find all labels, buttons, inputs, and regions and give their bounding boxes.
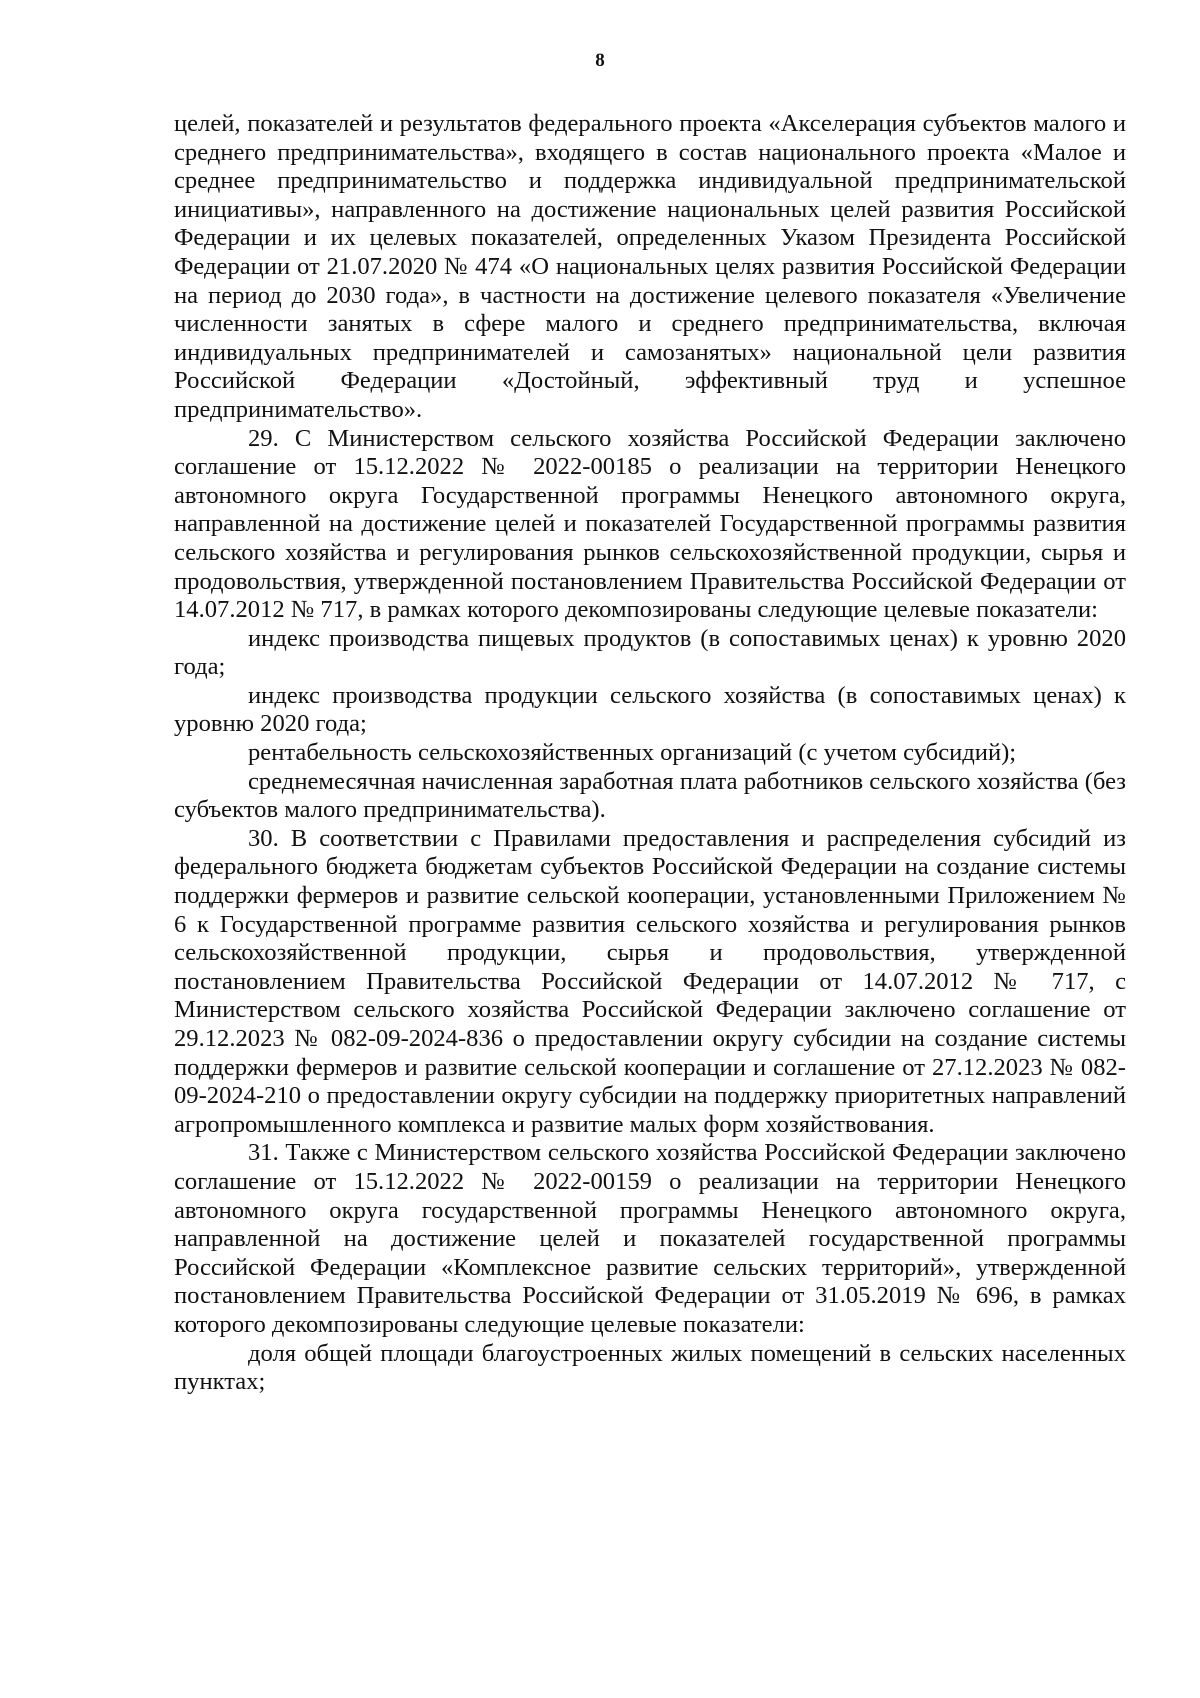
paragraph-item-31: 31. Также с Министерством сельского хозяйства Российской Федерации заключено соглашение от 15.12.2022 № 2022-00159 о реализации на территории Ненецкого автономного округа государственной программы Ненецкого автономного округа, направленной на достижение целей и показателей государственной программы Российской Федерации «Комплексное развитие сельских территорий», утвержденной постановлением Правительства Российской Федерации от 31.05.2019 № 696, в рамках которого декомпозированы следующие целевые показатели:: [174, 1139, 1126, 1338]
paragraph-continuation: целей, показателей и результатов федерального проекта «Акселерация субъектов малого и среднего предпринимательства», входящего в состав национального проекта «Малое и среднее предпринимательство и поддержка индивидуальной предпринимательской инициативы», направленного на достижение национальных целей развития Российской Федерации и их целевых показателей, определенных Указом Президента Российской Федерации от 21.07.2020 № 474 «О национальных целях развития Российской Федерации на период до 2030 года», в частности на достижение целевого показателя «Увеличение численности занятых в сфере малого и среднего предпринимательства, включая индивидуальных предпринимателей и самозанятых» национальной цели развития Российской Федерации «Достойный, эффективный труд и успешное предпринимательство».: [174, 110, 1126, 423]
paragraph-item-29: 29. С Министерством сельского хозяйства Российской Федерации заключено соглашение от 15.12.2022 № 2022-00185 о реализации на территории Ненецкого автономного округа Государственной программы Ненецкого автономного округа, направленной на достижение целей и показателей Государственной программы развития сельского хозяйства и регулирования рынков сельскохозяйственной продукции, сырья и продовольствия, утвержденной постановлением Правительства Российской Федерации от 14.07.2012 № 717, в рамках которого декомпозированы следующие целевые показатели:: [174, 424, 1126, 624]
document-body: [174, 110, 1126, 1397]
indicator-housing-share: доля общей площади благоустроенных жилых помещений в сельских населенных пунктах;: [174, 1339, 1126, 1396]
indicator-profitability: рентабельность сельскохозяйственных организаций (с учетом субсидий);: [248, 739, 1017, 767]
paragraph-item-30: 30. В соответствии с Правилами предоставления и распределения субсидий из федерального бюджета бюджетам субъектов Российской Федерации на создание системы поддержки фермеров и развитие сельской кооперации, установленными Приложением № 6 к Государственной программе развития сельского хозяйства и регулирования рынков сельскохозяйственной продукции, сырья и продовольствия, утвержденной постановлением Правительства Российской Федерации от 14.07.2012 № 717, с Министерством сельского хозяйства Российской Федерации заключено соглашение от 29.12.2023 № 082-09-2024-836 о предоставлении округу субсидии на создание системы поддержки фермеров и развитие сельской кооперации и соглашение от 27.12.2023 № 082-09-2024-210 о предоставлении округу субсидии на поддержку приоритетных направлений агропромышленного комплекса и развитие малых форм хозяйствования.: [174, 824, 1126, 1138]
indicator-agriculture-production-index: индекс производства продукции сельского хозяйства (в сопоставимых ценах) к уровню 2020 года;: [174, 681, 1126, 738]
indicator-average-salary: среднемесячная начисленная заработная плата работников сельского хозяйства (без субъектов малого предпринимательства).: [174, 767, 1126, 824]
indicator-food-production-index: индекс производства пищевых продуктов (в сопоставимых ценах) к уровню 2020 года;: [174, 624, 1126, 681]
page-number: 8: [595, 50, 605, 71]
